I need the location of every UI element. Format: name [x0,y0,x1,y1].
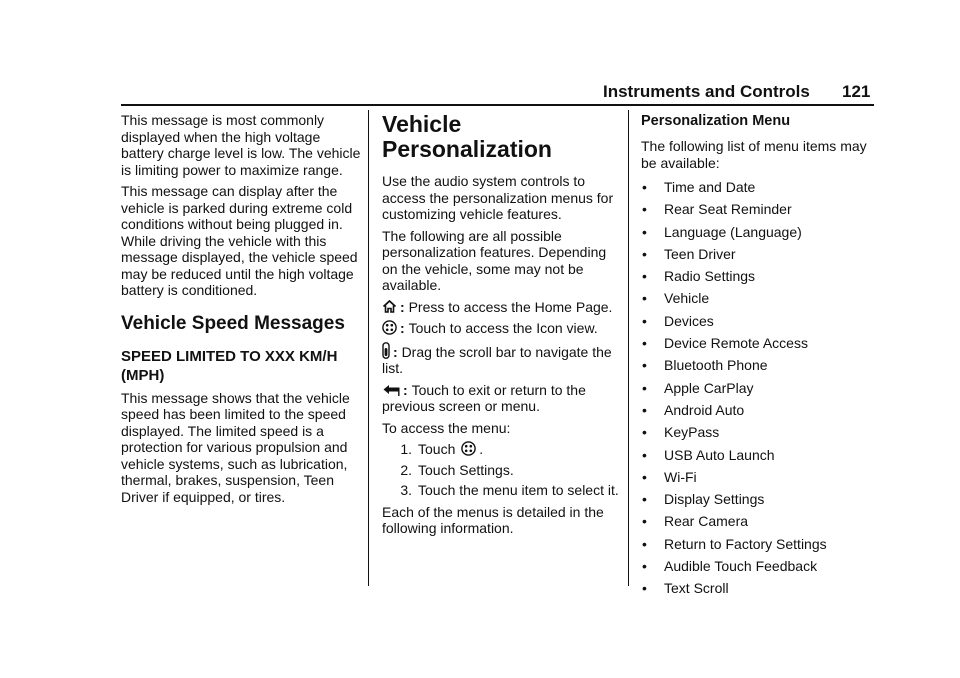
column-1 [121,112,361,510]
menu-item-text: Language (Language) [664,223,802,240]
column-2 [382,112,620,542]
bullet: • [642,201,647,218]
step-number: 1. [400,441,412,457]
home-text: Press to access the Home Page. [408,298,613,315]
menu-list-item [641,536,881,553]
menu-item-text: Teen Driver [664,245,736,262]
step-number: 3. [400,482,412,498]
home-icon [382,299,397,314]
menu-item-text: Devices [664,312,714,329]
menu-list-item [641,313,881,330]
bullet: • [642,290,647,307]
step-item [382,482,620,499]
bullet: • [642,245,647,262]
menu-items-list [641,179,881,597]
menu-list-item [641,201,881,218]
heading-vehicle-speed-messages: Vehicle Speed Messages [121,312,345,334]
menu-item-text: Rear Camera [664,513,749,530]
menu-list-item [641,424,881,441]
menu-item-text: Time and Date [664,179,756,195]
apps-text: Touch to access the Icon view. [408,320,598,336]
scroll-text: Drag the scroll bar to navigate the list. [382,343,612,376]
access-steps [382,441,620,499]
step-item [382,462,620,479]
paragraph-battery-low: This message is most commonly displayed when the high voltage battery charge level is low. The vehicle is limiting power to maximize range. [121,112,361,178]
menu-item-text: Bluetooth Phone [664,357,768,374]
column-3 [641,112,881,603]
scroll-description: : Drag the scroll bar to navigate the list. [382,343,612,376]
paragraph-menus-detailed: Each of the menus is detailed in the following information. [382,503,604,536]
menu-item-text: KeyPass [664,424,720,441]
menu-list-item [641,246,881,263]
paragraph-cold-conditions: This message can display after the vehicle is parked during extreme cold conditions without being plugged in. While driving the vehicle with this message displayed, the vehicle speed may be reduced until the high voltage battery is conditioned. [121,183,358,298]
menu-list-item [641,290,881,307]
menu-item-text: Vehicle [664,290,710,307]
bullet: • [642,468,647,485]
menu-list-item [641,491,881,508]
menu-list-item [641,558,881,575]
step-number: 2. [400,461,412,478]
bullet: • [642,335,647,352]
paragraph-possible-features: The following are all possible personalization features. Depending on the vehicle, some may not be available. [382,227,607,293]
column-divider-1 [368,110,369,586]
bullet: • [642,401,647,418]
menu-list-item [641,268,881,285]
menu-list-item [641,447,881,464]
back-description: : Touch to exit or return to the previous screen or menu. [382,381,586,414]
menu-item-text: Android Auto [664,401,745,418]
bullet: • [642,446,647,463]
menu-intro: The following list of menu items may be available: [641,138,867,171]
back-text: Touch to exit or return to the previous screen or menu. [382,381,586,414]
menu-list-item [641,580,881,597]
menu-list-item [641,179,881,196]
apps-grid-icon [382,320,397,335]
back-arrow-icon [382,384,400,397]
menu-item-text: Wi-Fi [664,468,697,485]
step-text: Touch the menu item to select it. [418,482,619,498]
menu-list-item [641,469,881,486]
menu-item-text: Audible Touch Feedback [664,558,818,575]
bullet: • [642,424,647,441]
bullet: • [642,223,647,240]
bullet: • [642,535,647,552]
menu-item-text: Rear Seat Reminder [664,201,792,218]
menu-item-text: Display Settings [664,491,765,508]
menu-list-item [641,224,881,241]
step-text: Touch [418,441,456,457]
bullet: • [642,558,647,575]
bullet: • [642,179,647,195]
menu-item-text: USB Auto Launch [664,446,775,463]
menu-list-item [641,402,881,419]
bullet: • [642,580,647,597]
bullet: • [642,491,647,508]
bullet: • [642,268,647,285]
bullet: • [642,312,647,329]
section-title: Instruments and Controls [603,82,810,101]
bullet: • [642,357,647,374]
heading-personalization-menu: Personalization Menu [641,113,791,129]
menu-item-text: Apple CarPlay [664,379,754,396]
page-number: 121 [842,82,871,101]
access-intro: To access the menu: [382,419,511,436]
step-text: Touch Settings. [418,461,514,478]
menu-list-item [641,357,881,374]
heading-vehicle-personalization: Vehicle Personalization [382,111,552,162]
paragraph-audio-controls: Use the audio system controls to access the personalization menus for customizing vehicle features. [382,173,614,222]
scroll-bar-icon [382,342,390,359]
home-description: : Press to access the Home Page. [382,299,620,316]
menu-list-item [641,513,881,530]
header-rule [121,104,874,106]
column-divider-2 [628,110,629,586]
menu-list-item [641,380,881,397]
step-item: 1. Touch . [382,441,620,458]
menu-item-text: Radio Settings [664,268,756,285]
menu-item-text: Text Scroll [664,580,729,597]
menu-item-text: Return to Factory Settings [664,535,827,552]
bullet: • [642,513,647,530]
paragraph-speed-limited: This message shows that the vehicle speed has been limited to the speed displayed. The limited speed is a protection for various propulsion and vehicle systems, such as lubrication, thermal, brakes, suspension, Teen Driver if equipped, or tires. [121,389,350,505]
apps-grid-icon [461,441,476,456]
heading-speed-limited: SPEED LIMITED TO XXX KM/H (MPH) [121,347,338,384]
apps-description: : Touch to access the Icon view. [382,320,620,337]
menu-item-text: Device Remote Access [664,335,808,352]
menu-list-item [641,335,881,352]
bullet: • [642,379,647,396]
